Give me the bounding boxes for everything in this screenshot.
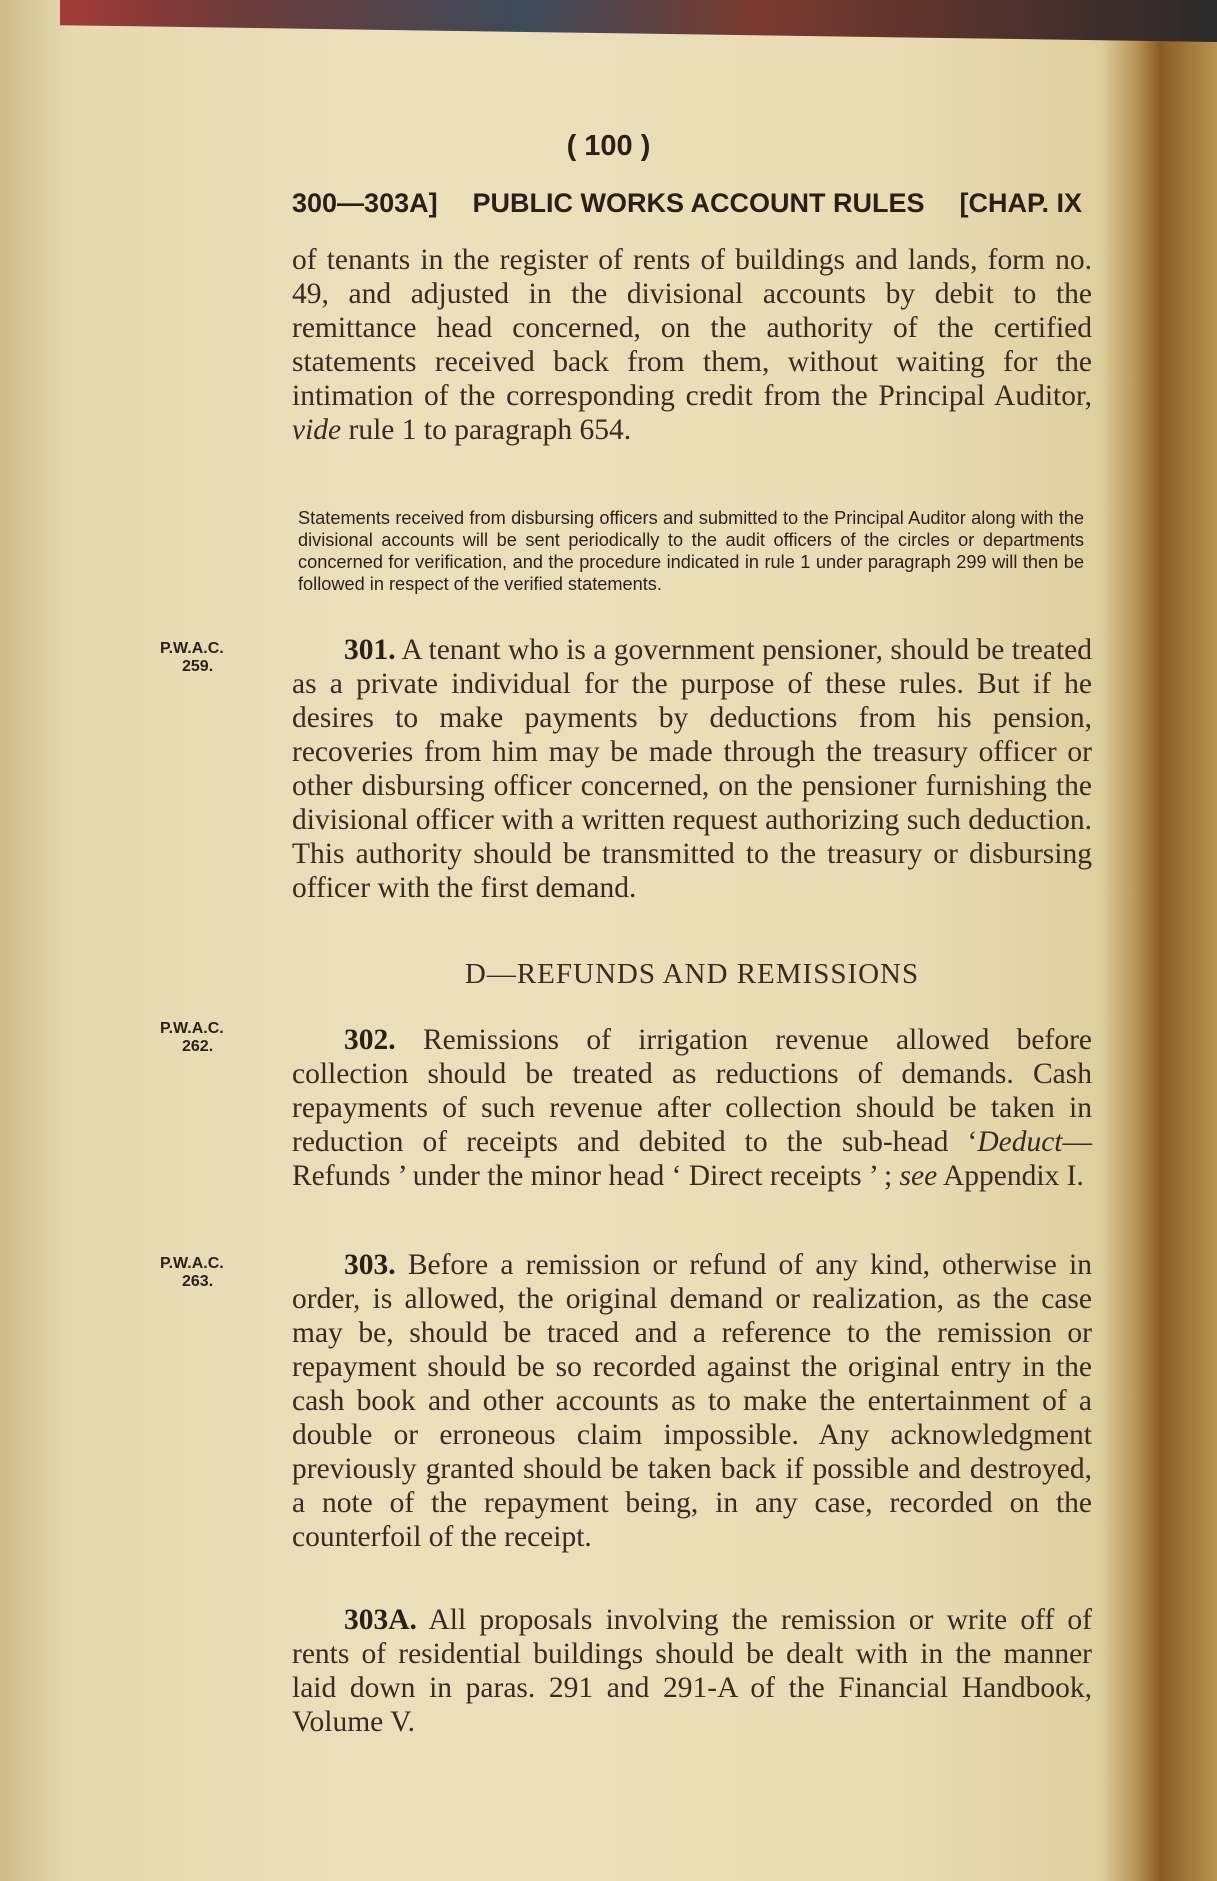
margin-ref-label: P.W.A.C. xyxy=(160,1255,224,1272)
paragraph-number: 303A. xyxy=(344,1604,417,1636)
paragraph-302 xyxy=(292,1023,1092,1193)
continuation-text: of tenants in the register of rents of buildings and lands, form no. 49, and adjusted in the divisional accounts by debit to the remittance head concerned, on the authority of the certified statements received back from them, without waiting for the intimation of the corresponding credit from the Principal Auditor, xyxy=(292,244,1092,412)
paragraph-number: 303. xyxy=(344,1249,396,1281)
paragraph-text: All proposals involving the remission or write off of rents of residential buildings should be dealt with in the manner laid down in paras. 291 and 291-A of the Financial Handbook, Volume V. xyxy=(292,1604,1093,1738)
note-text: Statements received from disbursing officers and submitted to the Principal Auditor along with the divisional accounts will be sent periodically to the audit officers of the circles or departments concerned for verification, and the procedure indicated in rule 1 under paragraph 299 will then be followed in respect of the verified statements. xyxy=(298,508,1084,594)
continuation-vide: vide xyxy=(292,414,342,446)
margin-ref-number: 262. xyxy=(182,1038,214,1055)
margin-reference-303 xyxy=(160,1255,270,1291)
paragraph-text-b: —Refunds ’ under the minor head ‘ Direct receipts ’ ; xyxy=(292,1126,1092,1192)
paragraph-text-a: Remissions of irrigation revenue allowed before collection should be treated as reductions of demands. Cash repayments of such revenue after collection should be taken in reduction of receipts and debited to the sub-head ‘ xyxy=(292,1024,1092,1158)
paragraph-text-see: see xyxy=(899,1160,938,1192)
margin-ref-number: 259. xyxy=(182,658,214,675)
margin-ref-label: P.W.A.C. xyxy=(160,640,224,657)
paragraph-303a xyxy=(292,1603,1092,1739)
margin-ref-label: P.W.A.C. xyxy=(160,1020,224,1037)
paragraph-text: A tenant who is a government pensioner, should be treated as a private individual for the purpose of these rules. But if he desires to make payments by deductions from his pension, recoveries from him may be made through the treasury officer or other disbursing officer concerned, on the pensioner furnishing the divisional officer with a written request authorizing such deduction. This authority should be transmitted to the treasury or disbursing officer with the first demand. xyxy=(292,634,1092,904)
margin-ref-number: 263. xyxy=(182,1273,214,1290)
running-head xyxy=(292,188,1082,219)
page-number: ( 100 ) xyxy=(566,130,651,162)
paragraph-303 xyxy=(292,1248,1092,1554)
continuation-end: rule 1 to paragraph 654. xyxy=(348,414,632,446)
paragraph-text: Before a remission or refund of any kind, otherwise in order, is allowed, the original demand or realization, as the case may be, should be traced and a reference to the remission or repayment should be so recorded against the original entry in the cash book and other accounts as to make the entertainment of a double or erroneous claim impossible. Any acknowledgment previously granted should be taken back if possible and destroyed, a note of the repayment being, in any case, recorded on the counterfoil of the receipt. xyxy=(292,1249,1092,1553)
running-head-left: 300—303A] xyxy=(292,188,438,218)
book-cover-edge xyxy=(60,0,1217,42)
note-paragraph xyxy=(298,507,1084,595)
paragraph-number: 301. xyxy=(344,634,396,666)
paragraph-text-italic: Deduct xyxy=(977,1126,1063,1158)
running-head-right: [CHAP. IX xyxy=(959,188,1082,218)
running-head-title: PUBLIC WORKS ACCOUNT RULES xyxy=(472,188,925,218)
paragraph-text-c: Appendix I. xyxy=(942,1160,1084,1192)
margin-reference-301 xyxy=(160,640,270,676)
section-heading: D—REFUNDS AND REMISSIONS xyxy=(464,958,920,990)
margin-reference-302 xyxy=(160,1020,270,1056)
paragraph-number: 302. xyxy=(344,1024,396,1056)
paragraph-301 xyxy=(292,633,1092,905)
continuation-paragraph xyxy=(292,243,1092,447)
